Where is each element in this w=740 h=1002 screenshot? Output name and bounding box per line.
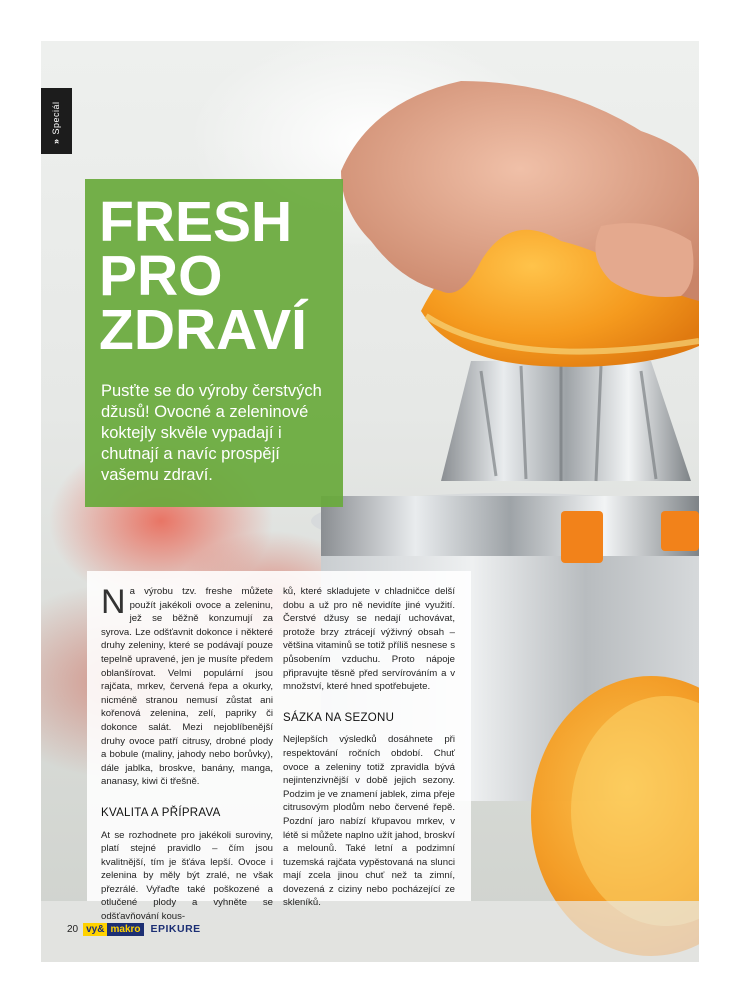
drop-cap: N	[101, 583, 126, 621]
double-chevron-icon: »	[51, 138, 61, 144]
lead-paragraph: Pusťte se do výroby čerstvých džusů! Ovocné a zeleninové koktejly skvěle vypadají i chutnají a navíc prospějí vašemu zdraví.	[101, 382, 322, 484]
paragraph-intro: a výrobu tzv. freshe můžete použít jakékoli ovoce a zeleninu, jež se běžně konzumují za syrova. Lze odšťavnit dokonce i některé druhy zeleniny, které se podávají pouze tepelně upravené, jen je musíte předem oblanšírovat. Velmi populární jsou rajčata, mrkev, červená řepa a okurky, nicméně stranou nemusí zůstat ani kořenová zelenina, zelí, papriky či dokonce salát. Mezi nejoblíbenější druhy ovoce patří citrusy, drobné plody a bobule (maliny, jahody nebo borůvky), dále jablka, broskve, banány, manga, ananasy, kiwi či třešně.	[101, 586, 273, 788]
section-tab	[41, 88, 72, 154]
paragraph: Nejlepších výsledků dosáhnete při respektování ročních období. Chuť ovoce a zeleniny totiž zpravidla bývá nejintenzivnější v době jejich sezony. Podzim je ve znamení jablek, zima přeje citrusovým plodům nebo červené řepě. Pozdní jaro nabízí křupavou mrkev, v létě si můžete naplno užít jahod, broskví a melounů. Také letní a podzimní tuzemská rajčata vypěstovaná na slunci mají zcela jinou chuť než ta zimní, dovezená z ciziny nebo pocházející ze skleníků.	[283, 734, 455, 909]
page-title: FRESH PRO ZDRAVÍ	[99, 190, 307, 362]
paragraph: At se rozhodnete pro jakékoli suroviny, platí stejné pravidlo – čím jsou kvalitnější, tím je šťáva lepší. Ovoce i zelenina by měly být zralé, ne však přezrálé. Vyřaďte také poškozené a otlučené plody a vyhněte se odšťavňování kous-	[101, 829, 273, 923]
page-footer	[67, 921, 201, 937]
headline-box	[85, 179, 343, 507]
magazine-name: EPIKURE	[150, 923, 201, 935]
brand-logo-vy: vy&	[83, 923, 107, 936]
article-body	[87, 571, 471, 923]
article-column-left	[101, 585, 273, 924]
page-number: 20	[67, 923, 79, 935]
article-column-right	[283, 585, 455, 910]
section-label: Speciál	[51, 101, 61, 135]
orange-clip	[561, 511, 603, 563]
magazine-page	[41, 41, 699, 962]
brand-logo-makro: makro	[107, 923, 143, 936]
paragraph: ků, které skladujete v chladničce delší dobu a už pro ně nevidíte jiné využití. Čerstvé džusy se nedají uchovávat, protože brzy ztrácejí výživný obsah – většina vitaminů se totiž příliš nesnese s působením vzduchu. Proto nápoje připravujte těsně před servírováním a v množství, které hned spotřebujete.	[283, 586, 455, 693]
section-heading: SÁZKA NA SEZONU	[283, 711, 395, 724]
section-heading: KVALITA A PŘÍPRAVA	[101, 806, 221, 819]
